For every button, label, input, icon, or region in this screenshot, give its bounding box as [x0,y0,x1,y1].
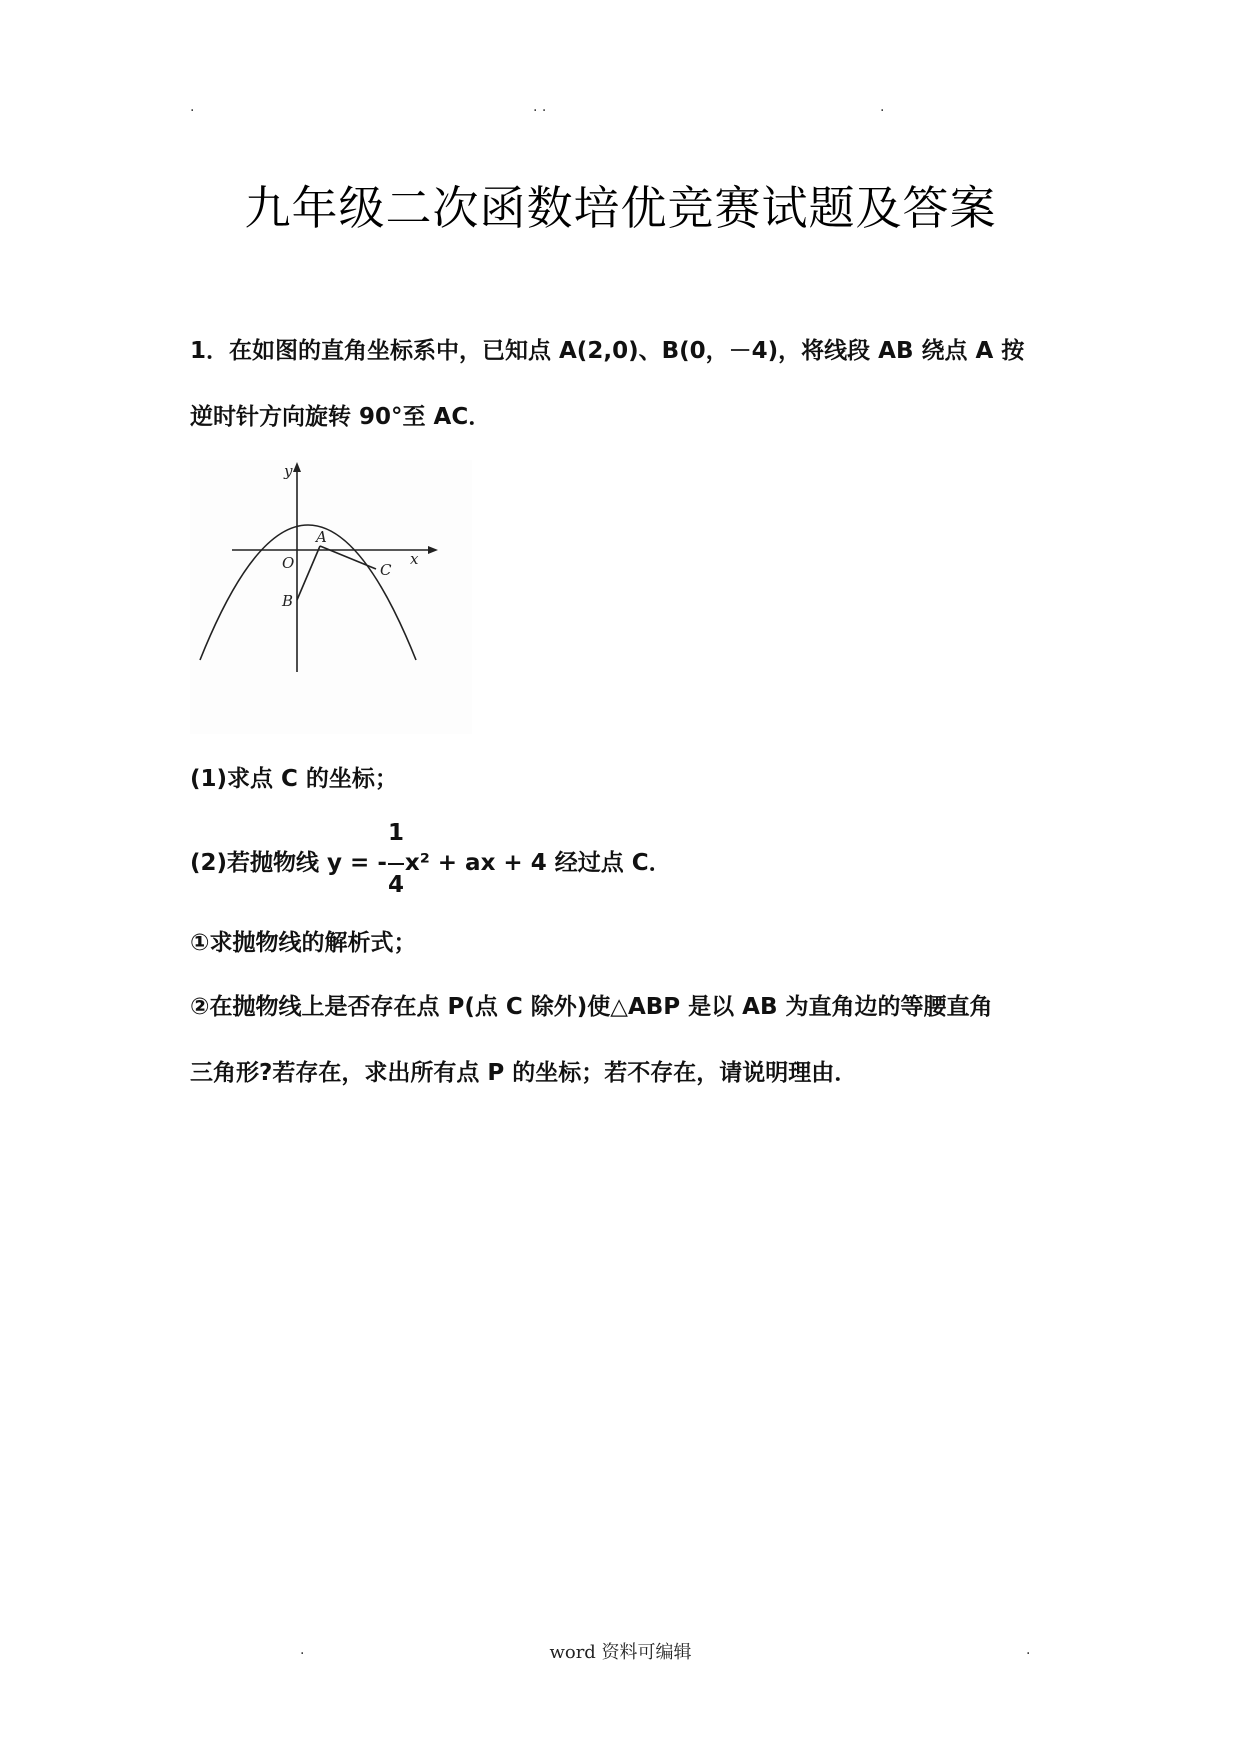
footer-text: word 资料可编辑 [549,1642,692,1663]
question-2-suffix: x² + ax + 4 经过点 C． [404,850,672,876]
label-x: x [410,550,419,568]
label-y: y [284,462,293,480]
question-2a: ①求抛物线的解析式； [190,930,417,956]
question-2-prefix: (2)若抛物线 y = - [190,850,387,876]
parabola-curve [200,525,416,660]
label-o: O [282,554,295,572]
label-b: B [282,592,294,610]
parabola-diagram [190,460,472,734]
fraction-numerator: 1 [388,820,405,846]
header-dot-center: . . [533,99,547,115]
segment-ab [297,546,320,600]
footer-dot-left: . [300,1642,305,1658]
question-2b-line-2: 三角形?若存在，求出所有点 P 的坐标；若不存在，请说明理由． [190,1060,858,1086]
problem-line-1: 1．在如图的直角坐标系中，已知点 A(2,0)、B(0，－4)，将线段 AB 绕点 A 按 [190,338,1025,364]
x-axis-arrow [428,546,438,554]
y-axis-arrow [293,462,301,472]
header-dot-right: . [880,99,885,115]
fraction-denominator: 4 [388,872,405,898]
question-2b-line-1: ②在抛物线上是否存在点 P(点 C 除外)使△ABP 是以 AB 为直角边的等腰直角 [190,994,993,1020]
question-1: (1)求点 C 的坐标； [190,766,398,792]
label-c: C [380,561,392,579]
page-title: 九年级二次函数培优竞赛试题及答案 [244,181,997,235]
header-dot-left: . [190,99,195,115]
footer-dot-right: . [1026,1642,1031,1658]
label-a: A [316,528,327,546]
coordinate-figure [190,460,472,734]
problem-line-2: 逆时针方向旋转 90°至 AC． [190,404,492,430]
fraction-bar [388,863,404,865]
question-2 [190,844,672,877]
